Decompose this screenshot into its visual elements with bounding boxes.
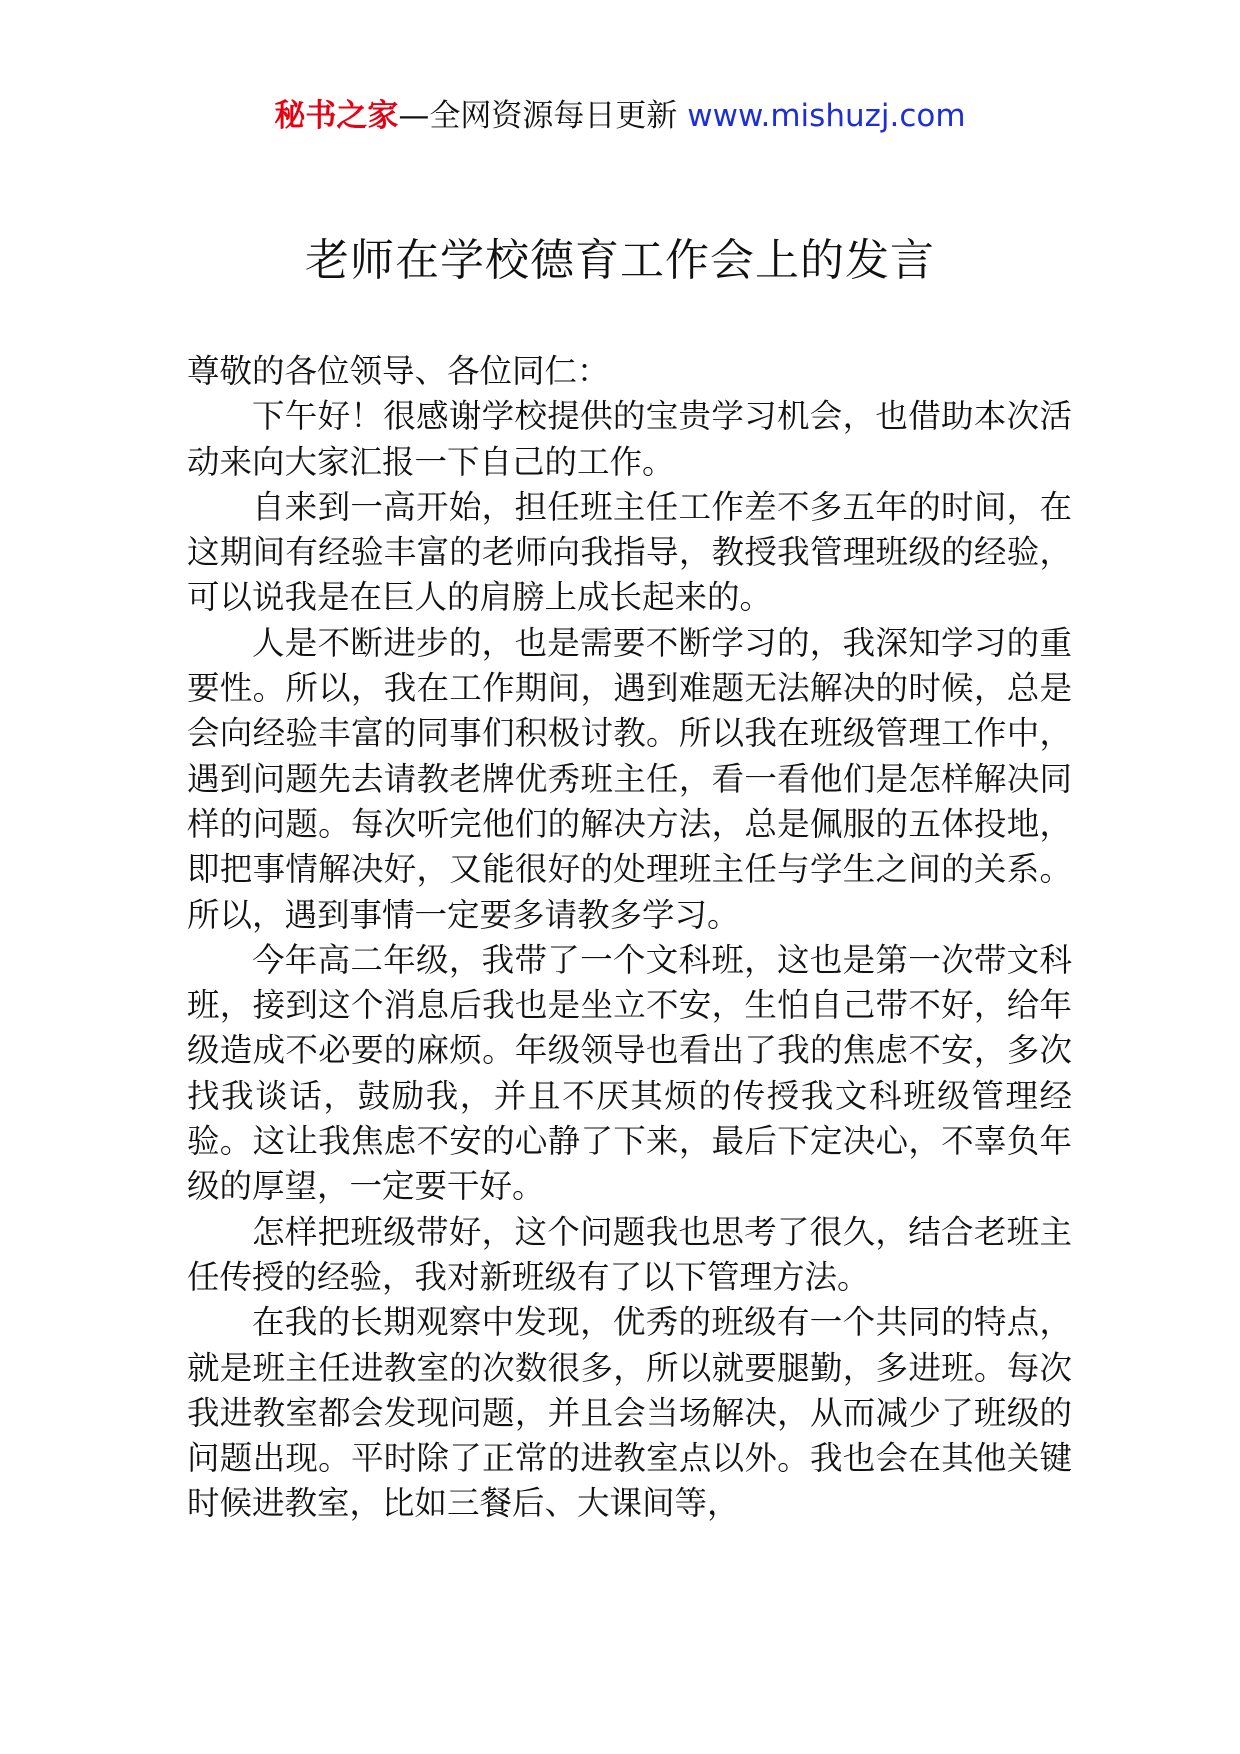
paragraph-learning: 人是不断进步的，也是需要不断学习的，我深知学习的重要性。所以，我在工作期间，遇到难题无法解决的时候，总是会向经验丰富的同事们积极讨教。所以我在班级管理工作中，遇到问题先去请教老牌优秀班主任，看一看他们是怎样解决同样的问题。每次听完他们的解决方法，总是佩服的五体投地，即把事情解决好，又能很好的处理班主任与学生之间的关系。所以，遇到事情一定要多请教多学习。 [187, 623, 1072, 934]
salutation: 尊敬的各位领导、各位同仁： [187, 352, 610, 390]
document-title: 老师在学校德育工作会上的发言 [305, 235, 935, 286]
document-body [187, 349, 1072, 1527]
paragraph-liberal-arts-class: 今年高二年级，我带了一个文科班，这也是第一次带文科班，接到这个消息后我也是坐立不安，生怕自己带不好，给年级造成不必要的麻烦。年级领导也看出了我的焦虑不安，多次找我谈话，鼓励我，并且不厌其烦的传授我文科班级管理经验。这让我焦虑不安的心静了下来，最后下定决心，不辜负年级的厚望，一定要干好。 [187, 940, 1072, 1206]
site-header [0, 96, 1240, 136]
paragraph-experience: 自来到一高开始，担任班主任工作差不多五年的时间，在这期间有经验丰富的老师向我指导，教授我管理班级的经验，可以说我是在巨人的肩膀上成长起来的。 [187, 487, 1072, 617]
site-tagline: —全网资源每日更新 [398, 98, 678, 134]
paragraph-observation: 在我的长期观察中发现，优秀的班级有一个共同的特点，就是班主任进教室的次数很多，所以就要腿勤，多进班。每次我进教室都会发现问题，并且会当场解决，从而减少了班级的问题出现。平时除了正常的进教室点以外。我也会在其他关键时候进教室，比如三餐后、大课间等， [187, 1303, 1072, 1523]
site-brand: 秘书之家 [274, 98, 399, 134]
site-url-link[interactable]: www.mishuzj.com [687, 98, 966, 134]
paragraph-management-methods: 怎样把班级带好，这个问题我也思考了很久，结合老班主任传授的经验，我对新班级有了以下管理方法。 [187, 1212, 1072, 1296]
paragraph-greeting: 下午好！很感谢学校提供的宝贵学习机会，也借助本次活动来向大家汇报一下自己的工作。 [187, 397, 1072, 481]
